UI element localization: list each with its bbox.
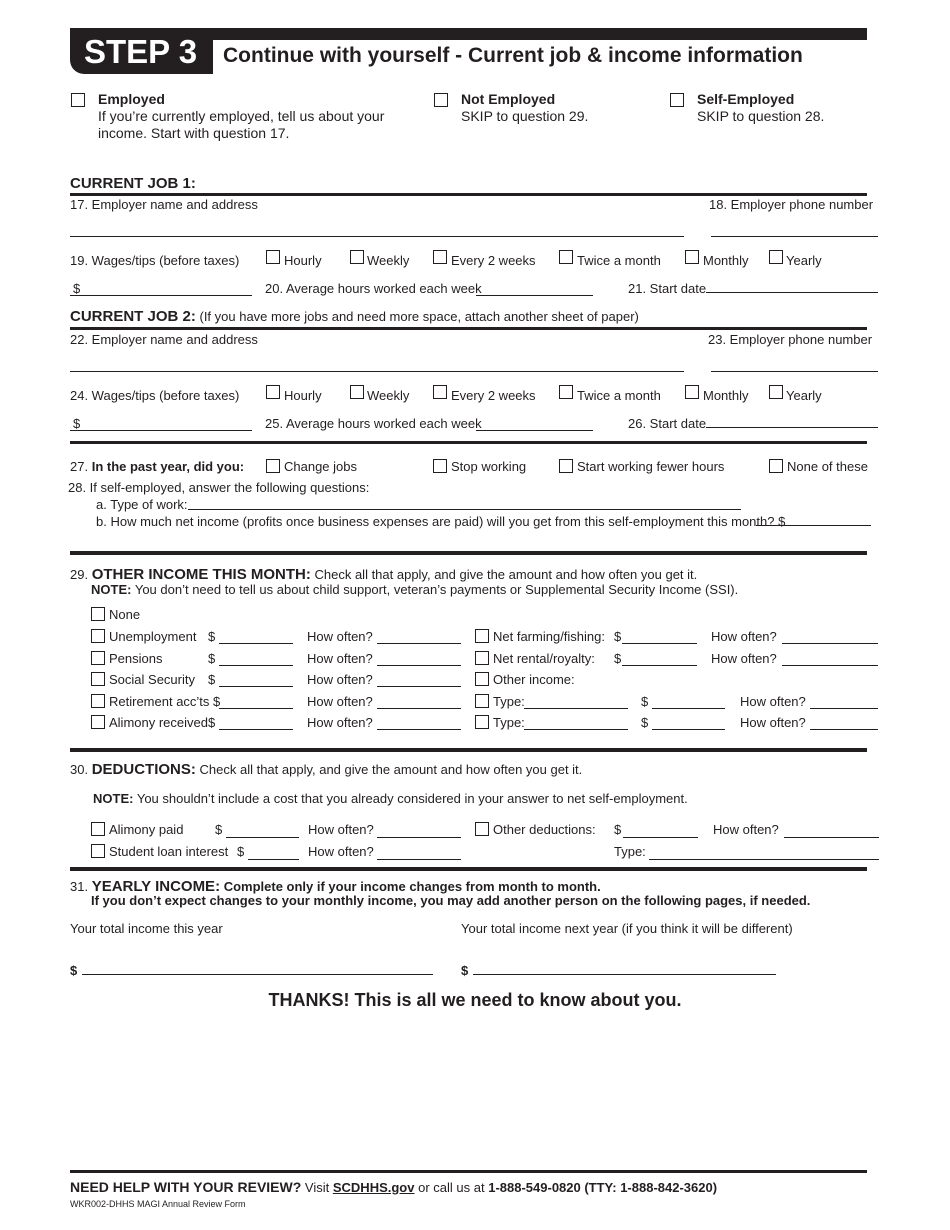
job1-phone-field[interactable] — [711, 236, 878, 237]
q29-type1-dollar: $ — [641, 694, 649, 709]
q30-student-loan-dollar: $ — [237, 844, 245, 859]
q29-farming-dollar: $ — [614, 629, 622, 644]
q30-other-deductions-checkbox[interactable] — [475, 822, 489, 836]
q29-alimony-checkbox[interactable] — [91, 715, 105, 729]
job2-twice-checkbox[interactable] — [559, 385, 573, 399]
job2-every2-checkbox[interactable] — [433, 385, 447, 399]
q29-social-security-how-label: How often? — [307, 672, 373, 687]
q29-pensions-how-field[interactable] — [377, 665, 461, 666]
q30-other-deductions-how-field[interactable] — [784, 837, 879, 838]
q29-social-security-dollar: $ — [208, 672, 216, 687]
q31-heading: YEARLY INCOME: — [91, 878, 221, 895]
q30-note: You shouldn’t include a cost that you already considered in your answer to net self-employment. — [136, 791, 688, 806]
job1-monthly-checkbox[interactable] — [685, 250, 699, 264]
job2-yearly-label: Yearly — [786, 388, 822, 403]
q29-rental-label: Net rental/royalty: — [493, 651, 595, 666]
q31-instr: Complete only if your income changes from month to month. — [223, 879, 601, 894]
job2-hours-field[interactable] — [476, 430, 593, 431]
q30-note-label: NOTE: — [93, 791, 134, 806]
q27-fewer-hours-checkbox[interactable] — [559, 459, 573, 473]
q29-pensions-checkbox[interactable] — [91, 651, 105, 665]
q29-alimony-how-field[interactable] — [377, 729, 461, 730]
q31-this-year-field[interactable] — [82, 974, 433, 975]
q29-other-income-checkbox[interactable] — [475, 672, 489, 686]
q29-num: 29. — [70, 567, 89, 582]
q29-type1-how-label: How often? — [740, 694, 806, 709]
q29-unemployment-checkbox[interactable] — [91, 629, 105, 643]
employed-desc-1: If you’re currently employed, tell us about your — [98, 108, 385, 124]
q31-next-year-field[interactable] — [473, 974, 776, 975]
job1-phone-label: 18. Employer phone number — [709, 197, 874, 212]
q29-retirement-label: Retirement acc’ts $ — [109, 694, 221, 709]
q29-retirement-how-label: How often? — [307, 694, 373, 709]
q29-pensions-dollar: $ — [208, 651, 216, 666]
job2-yearly-checkbox[interactable] — [769, 385, 783, 399]
q29-farming-amount-field[interactable] — [622, 643, 697, 644]
q29-rental-checkbox[interactable] — [475, 651, 489, 665]
not-employed-desc: SKIP to question 29. — [461, 108, 589, 124]
q27-label: In the past year, did you: — [91, 459, 245, 474]
q30-alimony-dollar: $ — [215, 822, 223, 837]
q29-type2-amount-field[interactable] — [652, 729, 725, 730]
q29-alimony-how-label: How often? — [307, 715, 373, 730]
footer-site-link[interactable]: SCDHHS.gov — [332, 1180, 415, 1195]
job2-twice-label: Twice a month — [577, 388, 661, 403]
q29-alimony-dollar: $ — [208, 715, 216, 730]
q29-retirement-checkbox[interactable] — [91, 694, 105, 708]
job2-start-field[interactable] — [706, 427, 878, 428]
q30-other-deductions-label: Other deductions: — [493, 822, 596, 837]
q30-num: 30. — [70, 762, 89, 777]
job1-twice-label: Twice a month — [577, 253, 661, 268]
section-rule-30 — [70, 748, 867, 752]
q27-num: 27. — [70, 459, 89, 474]
q27-none-label: None of these — [787, 459, 868, 474]
q30-student-loan-label: Student loan interest — [109, 844, 229, 859]
q29-unemployment-how-field[interactable] — [377, 643, 461, 644]
q29-unemployment-how-label: How often? — [307, 629, 373, 644]
q28-a-label: a. Type of work: — [96, 497, 188, 512]
section-rule-29 — [70, 551, 867, 555]
q30-alimony-label: Alimony paid — [109, 822, 184, 837]
q29-farming-label: Net farming/fishing: — [493, 629, 605, 644]
q29-rental-dollar: $ — [614, 651, 622, 666]
job1-dollar: $ — [73, 281, 81, 296]
q29-note-label: NOTE: — [91, 582, 132, 597]
q29-social-security-how-field[interactable] — [377, 686, 461, 687]
footer-phone: 1-888-549-0820 (TTY: 1-888-842-3620) — [488, 1180, 718, 1195]
q29-instr: Check all that apply, and give the amount and how often you get it. — [314, 567, 698, 582]
job2-start-label: 26. Start date — [628, 416, 707, 431]
job2-hours-label: 25. Average hours worked each week — [265, 416, 482, 431]
job2-rule — [70, 327, 867, 330]
job1-hours-label: 20. Average hours worked each week — [265, 281, 482, 296]
q30-heading-row — [70, 761, 582, 778]
q29-type2-how-label: How often? — [740, 715, 806, 730]
q28-b-label: b. How much net income (profits once business expenses are paid) will you get from this self-employment this month? $ — [96, 514, 786, 529]
job2-employer-label: 22. Employer name and address — [70, 332, 258, 347]
q29-type1-label: Type: — [493, 694, 525, 709]
job1-employer-label: 17. Employer name and address — [70, 197, 258, 212]
q29-type2-field[interactable] — [524, 729, 628, 730]
q29-rental-amount-field[interactable] — [622, 665, 697, 666]
q29-type1-field[interactable] — [524, 708, 628, 709]
q30-type-label: Type: — [614, 844, 646, 859]
q29-heading-row — [70, 566, 697, 583]
job1-weekly-label: Weekly — [367, 253, 410, 268]
employed-desc-2: income. Start with question 17. — [98, 125, 290, 141]
job1-wages-label: 19. Wages/tips (before taxes) — [70, 253, 240, 268]
q29-rental-how-label: How often? — [711, 651, 777, 666]
job1-yearly-checkbox[interactable] — [769, 250, 783, 264]
self-employed-checkbox[interactable] — [670, 93, 684, 107]
q27-stop-working-label: Stop working — [451, 459, 527, 474]
job1-start-field[interactable] — [706, 292, 878, 293]
job2-weekly-checkbox[interactable] — [350, 385, 364, 399]
q29-farming-how-field[interactable] — [782, 643, 878, 644]
q30-heading: DEDUCTIONS: — [91, 761, 196, 778]
job1-every2-label: Every 2 weeks — [451, 253, 536, 268]
q29-note-row — [91, 582, 738, 597]
job1-every2-checkbox[interactable] — [433, 250, 447, 264]
page-title: Continue with yourself - Current job & income information — [223, 44, 803, 67]
q29-retirement-amount-field[interactable] — [219, 708, 293, 709]
q30-student-loan-amount-field[interactable] — [248, 859, 299, 860]
q29-type2-dollar: $ — [641, 715, 649, 730]
q29-pensions-amount-field[interactable] — [219, 665, 293, 666]
footer-call: or call us at — [418, 1180, 485, 1195]
q30-alimony-how-label: How often? — [308, 822, 374, 837]
job2-hourly-label: Hourly — [284, 388, 322, 403]
q29-none-checkbox[interactable] — [91, 607, 105, 621]
q30-other-deductions-dollar: $ — [614, 822, 622, 837]
job1-heading: CURRENT JOB 1: — [70, 175, 196, 192]
q30-other-deductions-how-label: How often? — [713, 822, 779, 837]
job1-employer-field[interactable] — [70, 236, 684, 237]
job2-note: (If you have more jobs and need more space, attach another sheet of paper) — [199, 309, 639, 324]
job1-hours-field[interactable] — [476, 295, 593, 296]
q31-next-year-dollar: $ — [461, 963, 469, 978]
q29-type2-checkbox[interactable] — [475, 715, 489, 729]
q30-student-loan-how-label: How often? — [308, 844, 374, 859]
job1-wage-amount-field[interactable] — [70, 295, 252, 296]
q28-label: 28. If self-employed, answer the following questions: — [68, 480, 370, 495]
q30-other-deductions-amount-field[interactable] — [623, 837, 698, 838]
q27-stop-working-checkbox[interactable] — [433, 459, 447, 473]
q30-student-loan-checkbox[interactable] — [91, 844, 105, 858]
section-rule-27 — [70, 441, 867, 444]
footer-form-id: WKR002-DHHS MAGI Annual Review Form — [70, 1199, 246, 1209]
q30-alimony-checkbox[interactable] — [91, 822, 105, 836]
q27-none-checkbox[interactable] — [769, 459, 783, 473]
q29-social-security-label: Social Security — [109, 672, 195, 687]
q29-type2-how-field[interactable] — [810, 729, 878, 730]
job1-weekly-checkbox[interactable] — [350, 250, 364, 264]
q29-social-security-checkbox[interactable] — [91, 672, 105, 686]
q31-num: 31. — [70, 879, 89, 894]
thanks-message: THANKS! This is all we need to know about you. — [268, 990, 682, 1010]
footer-visit: Visit — [304, 1180, 330, 1195]
q29-none-label: None — [109, 607, 141, 622]
job2-monthly-label: Monthly — [703, 388, 749, 403]
job2-phone-field[interactable] — [711, 371, 878, 372]
q29-unemployment-label: Unemployment — [109, 629, 197, 644]
q27-change-jobs-checkbox[interactable] — [266, 459, 280, 473]
job2-heading-row — [70, 308, 639, 325]
job2-wage-amount-field[interactable] — [70, 430, 252, 431]
step-label: STEP 3 — [84, 33, 198, 70]
q29-other-income-label: Other income: — [493, 672, 575, 687]
q31-this-year-label: Your total income this year — [70, 921, 223, 936]
q29-heading: OTHER INCOME THIS MONTH: — [91, 566, 311, 583]
job1-hourly-checkbox[interactable] — [266, 250, 280, 264]
q30-instr: Check all that apply, and give the amount and how often you get it. — [199, 762, 583, 777]
q29-alimony-amount-field[interactable] — [219, 729, 293, 730]
job1-monthly-label: Monthly — [703, 253, 749, 268]
q30-alimony-amount-field[interactable] — [226, 837, 299, 838]
employed-checkbox[interactable] — [71, 93, 85, 107]
q31-next-year-label: Your total income next year (if you think it will be different) — [461, 921, 793, 936]
q27-fewer-hours-label: Start working fewer hours — [577, 459, 725, 474]
footer-help-label: NEED HELP WITH YOUR REVIEW? — [70, 1179, 302, 1195]
q29-type1-how-field[interactable] — [810, 708, 878, 709]
q29-pensions-label: Pensions — [109, 651, 163, 666]
q28-net-income-field[interactable] — [756, 525, 871, 526]
q29-note: You don’t need to tell us about child support, veteran’s payments or Supplemental Security Income (SSI). — [134, 582, 739, 597]
job1-start-label: 21. Start date — [628, 281, 707, 296]
q31-this-year-dollar: $ — [70, 963, 78, 978]
job1-twice-checkbox[interactable] — [559, 250, 573, 264]
job1-yearly-label: Yearly — [786, 253, 822, 268]
q30-student-loan-how-field[interactable] — [377, 859, 461, 860]
section-rule-31 — [70, 867, 867, 871]
q29-pensions-how-label: How often? — [307, 651, 373, 666]
q29-type1-amount-field[interactable] — [652, 708, 725, 709]
q29-farming-checkbox[interactable] — [475, 629, 489, 643]
job2-wages-label: 24. Wages/tips (before taxes) — [70, 388, 240, 403]
self-employed-desc: SKIP to question 28. — [697, 108, 825, 124]
q27-change-jobs-label: Change jobs — [284, 459, 357, 474]
q29-unemployment-amount-field[interactable] — [219, 643, 293, 644]
q30-type-field[interactable] — [649, 859, 879, 860]
q28-type-of-work-field[interactable] — [188, 509, 741, 510]
q29-alimony-label: Alimony received — [109, 715, 208, 730]
q29-social-security-amount-field[interactable] — [219, 686, 293, 687]
job2-hourly-checkbox[interactable] — [266, 385, 280, 399]
job2-phone-label: 23. Employer phone number — [708, 332, 873, 347]
job1-rule — [70, 193, 867, 196]
employed-label: Employed — [98, 91, 165, 107]
q29-rental-how-field[interactable] — [782, 665, 878, 666]
q30-alimony-how-field[interactable] — [377, 837, 461, 838]
q29-farming-how-label: How often? — [711, 629, 777, 644]
job2-every2-label: Every 2 weeks — [451, 388, 536, 403]
job2-monthly-checkbox[interactable] — [685, 385, 699, 399]
job2-heading: CURRENT JOB 2: — [70, 308, 196, 325]
q29-unemployment-dollar: $ — [208, 629, 216, 644]
q27-row — [70, 459, 244, 474]
job2-dollar: $ — [73, 416, 81, 431]
q31-instr2: If you don’t expect changes to your monthly income, you may add another person on the following pages, if needed. — [91, 893, 811, 908]
footer-help-row — [70, 1179, 717, 1195]
not-employed-label: Not Employed — [461, 91, 556, 107]
job2-weekly-label: Weekly — [367, 388, 410, 403]
not-employed-checkbox[interactable] — [434, 93, 448, 107]
q29-retirement-how-field[interactable] — [377, 708, 461, 709]
q29-type1-checkbox[interactable] — [475, 694, 489, 708]
self-employed-label: Self-Employed — [697, 91, 795, 107]
job2-employer-field[interactable] — [70, 371, 684, 372]
job1-hourly-label: Hourly — [284, 253, 322, 268]
footer-rule — [70, 1170, 867, 1173]
q29-type2-label: Type: — [493, 715, 525, 730]
q30-note-row — [93, 791, 688, 806]
